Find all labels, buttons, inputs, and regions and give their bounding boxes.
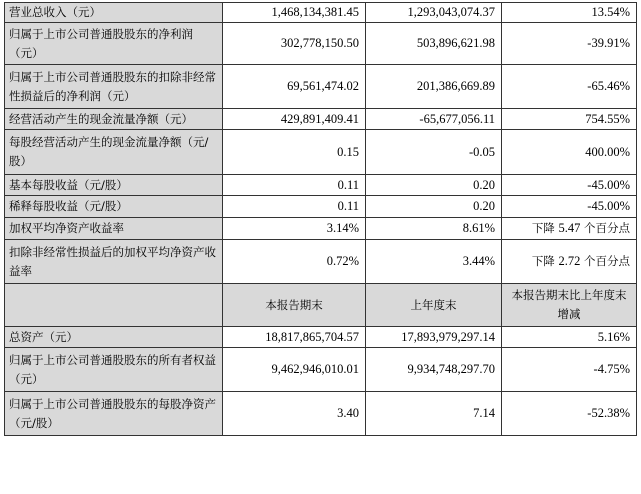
table-row: [5, 65, 637, 109]
financial-table: [4, 2, 637, 436]
current-period-value: 0.11: [223, 196, 366, 218]
prior-year-end-value: 9,934,748,297.70: [366, 348, 502, 392]
header-current-period-end: 本报告期末: [223, 284, 366, 327]
change-value: -52.38%: [502, 392, 637, 436]
table-row: [5, 392, 637, 436]
prior-period-value: 3.44%: [366, 240, 502, 284]
prior-period-value: 8.61%: [366, 218, 502, 240]
prior-period-value: -65,677,056.11: [366, 109, 502, 130]
change-suffix: 个百分点: [580, 221, 630, 235]
table-row: [5, 109, 637, 130]
current-period-value: 69,561,474.02: [223, 65, 366, 109]
current-period-end-value: 3.40: [223, 392, 366, 436]
table-row: [5, 348, 637, 392]
change-value: -65.46%: [502, 65, 637, 109]
table-row: [5, 218, 637, 240]
table-row: [5, 130, 637, 175]
prior-period-value: 1,293,043,074.37: [366, 3, 502, 23]
prior-period-value: 503,896,621.98: [366, 23, 502, 65]
change-prefix: 下降: [531, 254, 559, 268]
row-label: 基本每股收益（元/股）: [5, 175, 223, 196]
table-row: [5, 175, 637, 196]
change-value: 754.55%: [502, 109, 637, 130]
current-period-end-value: 18,817,865,704.57: [223, 327, 366, 348]
change-value: [502, 240, 637, 284]
row-label: 归属于上市公司普通股股东的净利润（元）: [5, 23, 223, 65]
change-value: -45.00%: [502, 175, 637, 196]
table-row: [5, 327, 637, 348]
current-period-value: 0.72%: [223, 240, 366, 284]
table-row: [5, 3, 637, 23]
current-period-value: 3.14%: [223, 218, 366, 240]
current-period-value: 0.15: [223, 130, 366, 175]
header-prior-year-end: 上年度末: [366, 284, 502, 327]
change-value: [502, 218, 637, 240]
change-number: 2.72: [558, 254, 581, 268]
change-number: 5.47: [558, 221, 581, 235]
prior-period-value: 201,386,669.89: [366, 65, 502, 109]
current-period-value: 0.11: [223, 175, 366, 196]
current-period-end-value: 9,462,946,010.01: [223, 348, 366, 392]
prior-period-value: 0.20: [366, 175, 502, 196]
change-value: 400.00%: [502, 130, 637, 175]
current-period-value: 302,778,150.50: [223, 23, 366, 65]
row-label: 稀释每股收益（元/股）: [5, 196, 223, 218]
header-change: 本报告期末比上年度末增减: [502, 284, 637, 327]
header-blank-cell: [5, 284, 223, 327]
row-label: 总资产（元）: [5, 327, 223, 348]
prior-period-value: -0.05: [366, 130, 502, 175]
change-prefix: 下降: [531, 221, 559, 235]
change-value: -39.91%: [502, 23, 637, 65]
change-value: -4.75%: [502, 348, 637, 392]
row-label: 归属于上市公司普通股股东的每股净资产（元/股）: [5, 392, 223, 436]
change-suffix: 个百分点: [580, 254, 630, 268]
change-value: 5.16%: [502, 327, 637, 348]
change-value: 13.54%: [502, 3, 637, 23]
table-header-row: [5, 284, 637, 327]
prior-year-end-value: 7.14: [366, 392, 502, 436]
table-row: [5, 23, 637, 65]
current-period-value: 429,891,409.41: [223, 109, 366, 130]
row-label: 扣除非经常性损益后的加权平均净资产收益率: [5, 240, 223, 284]
row-label: 归属于上市公司普通股股东的所有者权益（元）: [5, 348, 223, 392]
prior-period-value: 0.20: [366, 196, 502, 218]
change-value: -45.00%: [502, 196, 637, 218]
row-label: 经营活动产生的现金流量净额（元）: [5, 109, 223, 130]
row-label: 每股经营活动产生的现金流量净额（元/股）: [5, 130, 223, 175]
prior-year-end-value: 17,893,979,297.14: [366, 327, 502, 348]
current-period-value: 1,468,134,381.45: [223, 3, 366, 23]
row-label: 加权平均净资产收益率: [5, 218, 223, 240]
table-row: [5, 196, 637, 218]
table-row: [5, 240, 637, 284]
row-label: 归属于上市公司普通股股东的扣除非经常性损益后的净利润（元）: [5, 65, 223, 109]
row-label: 营业总收入（元）: [5, 3, 223, 23]
